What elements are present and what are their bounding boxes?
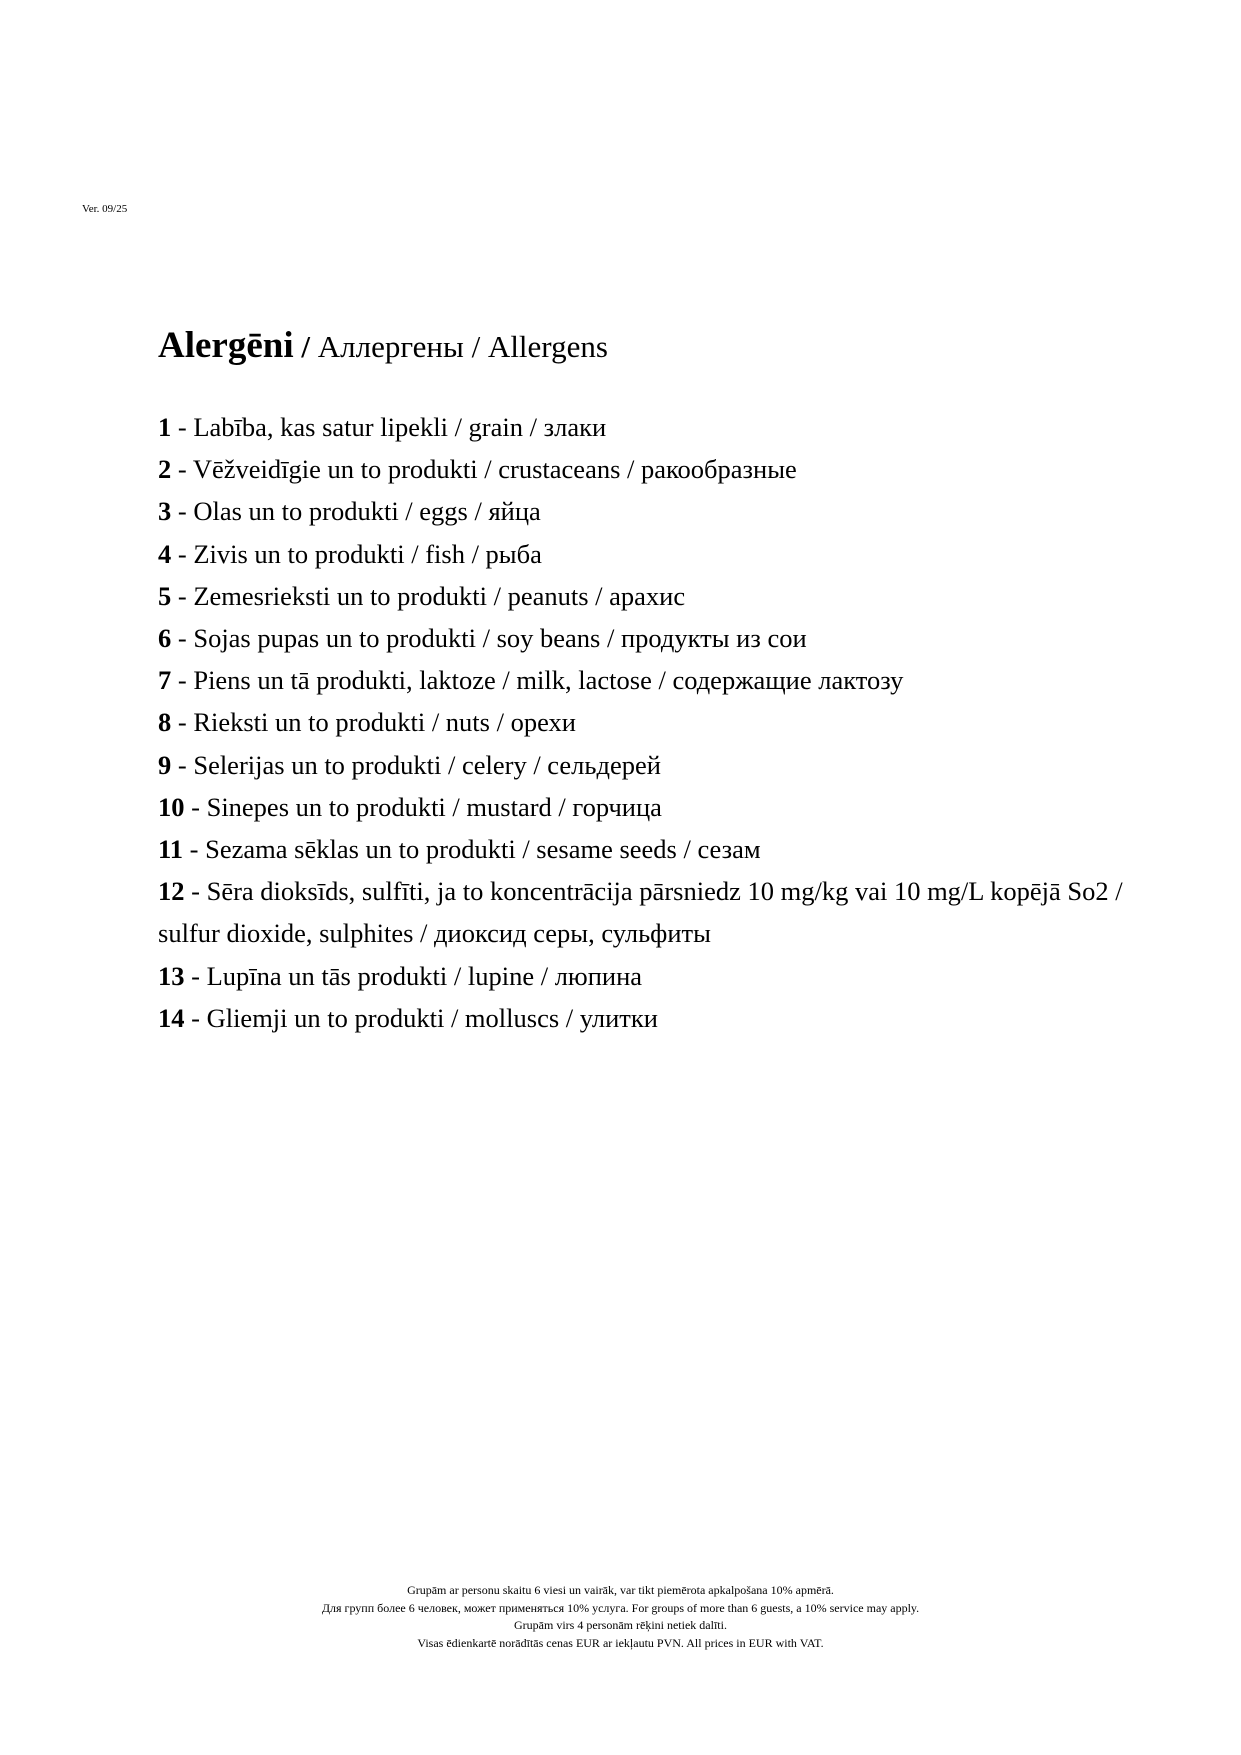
list-item [158, 997, 1158, 1039]
allergen-description: - Sinepes un to produkti / mustard / горчица [184, 791, 662, 822]
allergen-description: - Olas un to produkti / eggs / яйца [171, 496, 541, 527]
allergen-description: - Zemesrieksti un to produkti / peanuts / арахис [171, 580, 686, 611]
allergen-description: - Gliemji un to produkti / molluscs / улитки [184, 1002, 658, 1033]
allergen-number: 1 [158, 412, 172, 442]
allergen-description: - Zivis un to produkti / fish / рыба [171, 538, 542, 569]
list-item [158, 406, 1158, 448]
allergen-number: 3 [158, 496, 172, 527]
list-item [158, 701, 1158, 743]
allergen-description: - Rieksti un to produkti / nuts / орехи [171, 707, 576, 738]
list-item [158, 617, 1158, 659]
list-item [158, 490, 1158, 532]
list-item [158, 533, 1158, 575]
footer-line: Grupām virs 4 personām rēķini netiek dalīti. [514, 1618, 727, 1632]
allergen-number: 4 [158, 538, 172, 569]
list-item [158, 955, 1158, 997]
footer-line: Visas ēdienkartē norādītās cenas EUR ar iekļautu PVN. All prices in EUR with VAT. [417, 1635, 824, 1650]
title-russian-english: Аллергены / Allergens [317, 329, 608, 364]
footer-notes [0, 1582, 1241, 1652]
list-item [158, 744, 1158, 786]
title-separator: / [293, 329, 318, 364]
footer-line: Grupām ar personu skaitu 6 viesi un vairāk, var tikt piemērota apkalpošana 10% apmērā. [407, 1583, 834, 1597]
allergen-description: - Selerijas un to produkti / celery / сельдерей [171, 749, 661, 780]
list-item [158, 870, 1158, 954]
allergen-list [158, 406, 1158, 1039]
version-label: Ver. 09/25 [82, 203, 128, 215]
allergen-description: - Sezama sēklas un to produkti / sesame seeds / сезам [183, 834, 761, 865]
list-item [158, 448, 1158, 490]
allergen-number: 5 [158, 580, 172, 611]
allergen-number: 12 [158, 876, 185, 907]
title-latvian: Alergēni [158, 325, 294, 366]
allergen-number: 9 [158, 749, 172, 780]
allergen-description: - Sēra dioksīds, sulfīti, ja to koncentrācija pārsniedz 10 mg/kg vai 10 mg/L kopējā So2 / sulfur dioxide, sulphites / диоксид серы, сульфиты [158, 876, 1123, 949]
list-item [158, 828, 1158, 870]
allergen-description: - Sojas pupas un to produkti / soy beans / продукты из сои [171, 623, 807, 654]
allergen-number: 13 [158, 960, 185, 991]
allergen-number: 2 [158, 454, 172, 485]
list-item [158, 786, 1158, 828]
allergen-description: - Lupīna un tās produkti / lupine / люпина [184, 960, 643, 991]
allergen-number: 11 [158, 834, 184, 865]
allergen-description: - Vēžveidīgie un to produkti / crustaceans / ракообразные [171, 454, 797, 485]
allergen-description: - Labība, kas satur lipekli / grain / злаки [171, 412, 607, 442]
footer-line: Для групп более 6 человек, может применяться 10% услуга. For groups of more than 6 guests, a 10% service may apply. [321, 1600, 920, 1615]
allergen-number: 10 [158, 791, 185, 822]
allergen-number: 7 [158, 665, 172, 696]
allergen-description: - Piens un tā produkti, laktoze / milk, lactose / содержащие лактозу [171, 665, 904, 696]
list-item [158, 575, 1158, 617]
allergen-number: 6 [158, 623, 172, 654]
list-item [158, 659, 1158, 701]
allergen-number: 14 [158, 1002, 185, 1033]
page-title [158, 326, 608, 367]
allergen-number: 8 [158, 707, 172, 738]
